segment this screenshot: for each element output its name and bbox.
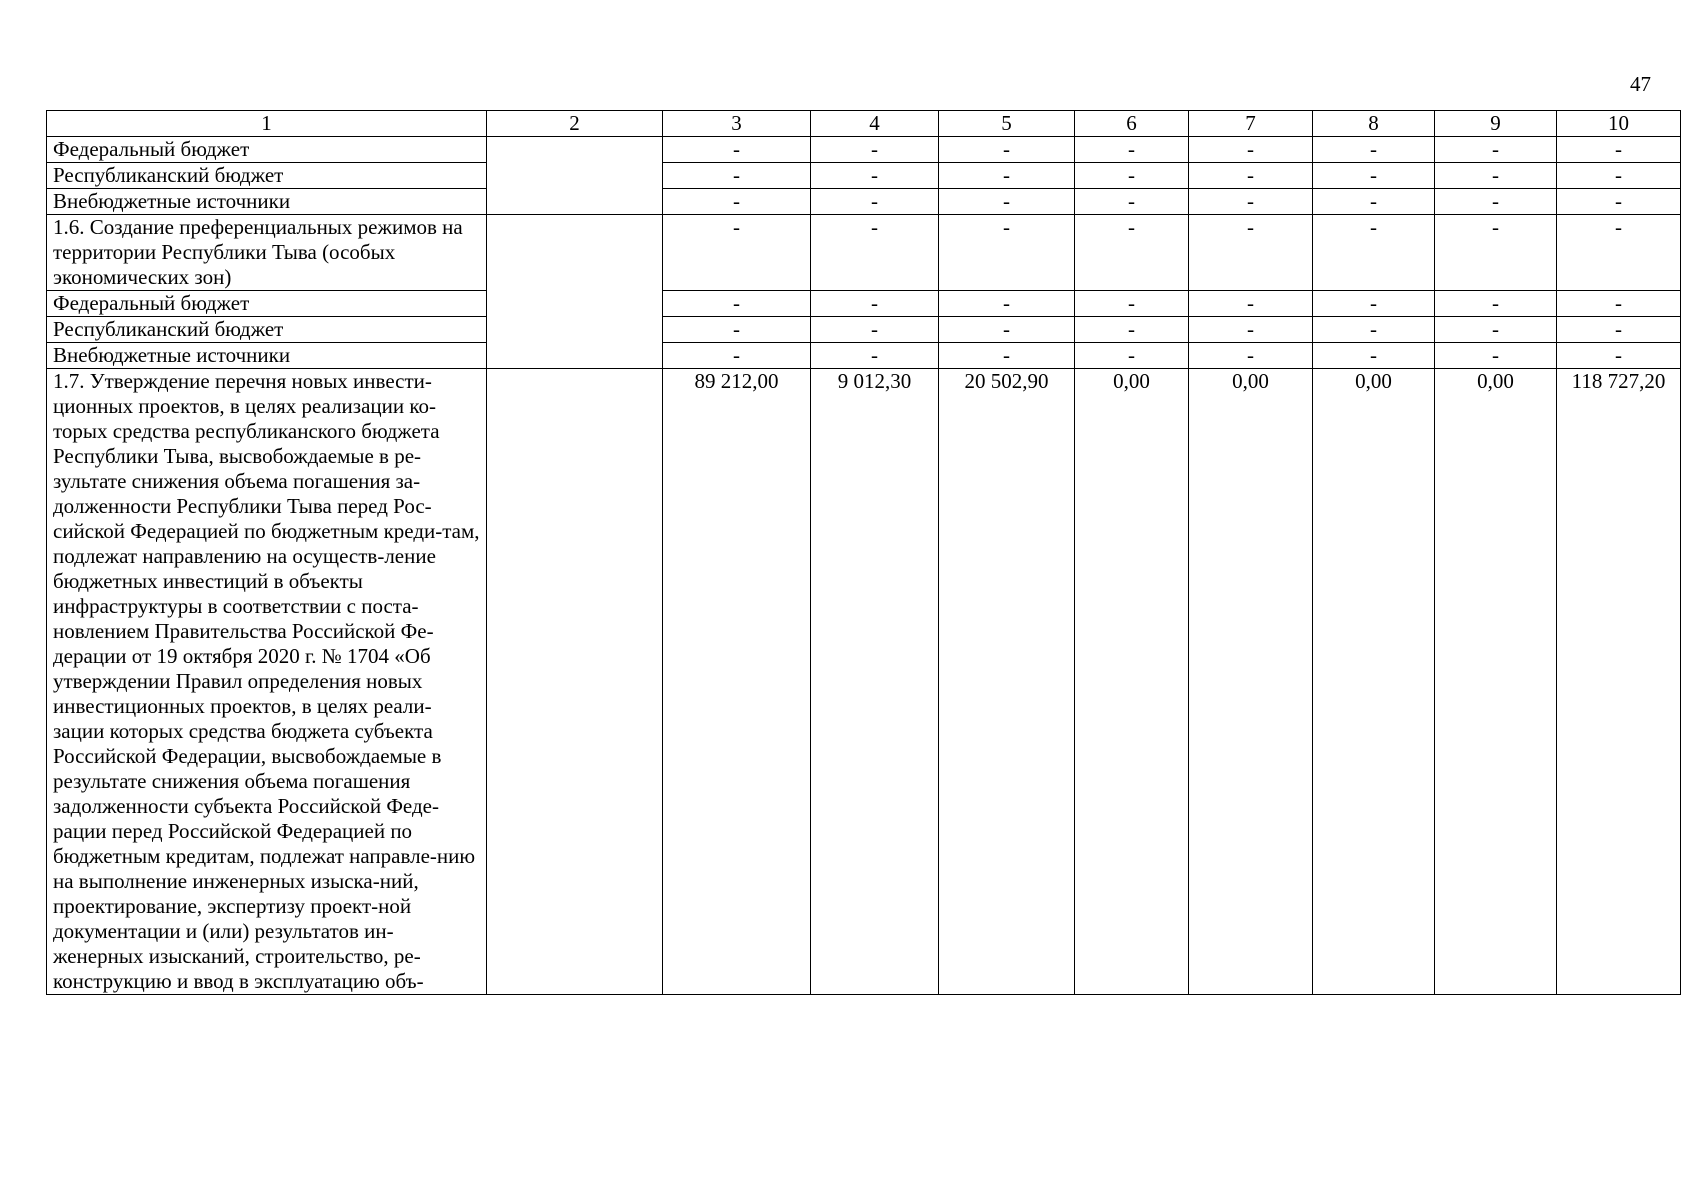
value-cell: - (663, 137, 811, 163)
value-cell: - (1557, 137, 1681, 163)
value-cell: 9 012,30 (811, 369, 939, 995)
value-cell: - (1075, 137, 1189, 163)
value-cell: - (1557, 291, 1681, 317)
row-label: 1.6. Создание преференциальных режимов на территории Республики Тыва (особых экономических зон) (47, 215, 487, 291)
table-row (47, 291, 1681, 317)
row-label: 1.7. Утверждение перечня новых инвести-ционных проектов, в целях реализации ко-торых средства республиканского бюджета Республики Тыва, высвобождаемые в ре-зультате снижения объема погашения за-долженности Республики Тыва перед Рос-сийской Федерацией по бюджетным креди-там, подлежат направлению на осуществ-ление бюджетных инвестиций в объекты инфраструктуры в соответствии с поста-новлением Правительства Российской Фе-дерации от 19 октября 2020 г. № 1704 «Об утверждении Правил определения новых инвестиционных проектов, в целях реали-зации которых средства бюджета субъекта Российской Федерации, высвобождаемые в результате снижения объема погашения задолженности субъекта Российской Феде-рации перед Российской Федерацией по бюджетным кредитам, подлежат направле-нию на выполнение инженерных изыска-ний, проектирование, экспертизу проект-ной документации и (или) результатов ин-женерных изысканий, строительство, ре-конструкцию и ввод в эксплуатацию объ- (47, 369, 487, 995)
header-cell: 1 (47, 111, 487, 137)
value-cell: 0,00 (1189, 369, 1313, 995)
table-row (47, 137, 1681, 163)
value-cell: - (663, 291, 811, 317)
value-cell: - (1557, 317, 1681, 343)
value-cell: - (1435, 189, 1557, 215)
value-cell: - (1313, 189, 1435, 215)
value-cell: - (1313, 291, 1435, 317)
value-cell: - (811, 163, 939, 189)
header-cell: 2 (487, 111, 663, 137)
value-cell: - (1075, 163, 1189, 189)
value-cell: - (1435, 137, 1557, 163)
value-cell: - (1189, 215, 1313, 291)
value-cell: - (1189, 189, 1313, 215)
value-cell: - (811, 343, 939, 369)
value-cell: - (1075, 215, 1189, 291)
table-row (47, 163, 1681, 189)
value-cell: - (663, 215, 811, 291)
value-cell: 20 502,90 (939, 369, 1075, 995)
row-label: Внебюджетные источники (47, 343, 487, 369)
value-cell: - (1313, 343, 1435, 369)
value-cell: - (939, 189, 1075, 215)
value-cell: - (811, 137, 939, 163)
value-cell: - (1075, 189, 1189, 215)
value-cell: - (1189, 343, 1313, 369)
table-row (47, 369, 1681, 995)
value-cell: 89 212,00 (663, 369, 811, 995)
header-cell: 5 (939, 111, 1075, 137)
value-cell: - (1435, 291, 1557, 317)
table-row (47, 215, 1681, 291)
page-number: 47 (1630, 72, 1651, 96)
row-label: Федеральный бюджет (47, 137, 487, 163)
value-cell: - (811, 291, 939, 317)
value-cell: - (1189, 317, 1313, 343)
row-label: Республиканский бюджет (47, 317, 487, 343)
header-cell: 7 (1189, 111, 1313, 137)
table-row (47, 189, 1681, 215)
header-cell: 9 (1435, 111, 1557, 137)
value-cell: - (1075, 291, 1189, 317)
value-cell: - (1435, 163, 1557, 189)
value-cell: - (1313, 317, 1435, 343)
value-cell: 0,00 (1313, 369, 1435, 995)
value-cell: - (1557, 215, 1681, 291)
budget-table (46, 110, 1681, 995)
value-cell: - (1557, 343, 1681, 369)
table-header-row (47, 111, 1681, 137)
value-cell: 0,00 (1435, 369, 1557, 995)
value-cell: - (1075, 343, 1189, 369)
value-cell: - (939, 215, 1075, 291)
value-cell: 118 727,20 (1557, 369, 1681, 995)
header-cell: 10 (1557, 111, 1681, 137)
value-cell: - (811, 215, 939, 291)
value-cell: - (1313, 215, 1435, 291)
value-cell: - (939, 343, 1075, 369)
value-cell: - (663, 163, 811, 189)
value-cell: - (1435, 317, 1557, 343)
value-cell: - (1189, 291, 1313, 317)
value-cell: - (1189, 163, 1313, 189)
value-cell: - (811, 189, 939, 215)
row-label: Внебюджетные источники (47, 189, 487, 215)
header-cell: 3 (663, 111, 811, 137)
header-cell: 4 (811, 111, 939, 137)
column-2-cell (487, 369, 663, 995)
value-cell: - (1313, 163, 1435, 189)
table-row (47, 317, 1681, 343)
column-2-cell (487, 137, 663, 215)
row-label: Республиканский бюджет (47, 163, 487, 189)
value-cell: - (939, 291, 1075, 317)
value-cell: - (939, 163, 1075, 189)
value-cell: - (939, 137, 1075, 163)
value-cell: - (663, 343, 811, 369)
table-row (47, 343, 1681, 369)
header-cell: 8 (1313, 111, 1435, 137)
value-cell: - (663, 317, 811, 343)
value-cell: - (811, 317, 939, 343)
value-cell: - (1313, 137, 1435, 163)
value-cell: - (1557, 189, 1681, 215)
value-cell: - (1189, 137, 1313, 163)
column-2-cell (487, 215, 663, 369)
value-cell: - (663, 189, 811, 215)
value-cell: - (1435, 343, 1557, 369)
value-cell: 0,00 (1075, 369, 1189, 995)
value-cell: - (1435, 215, 1557, 291)
value-cell: - (939, 317, 1075, 343)
header-cell: 6 (1075, 111, 1189, 137)
value-cell: - (1075, 317, 1189, 343)
row-label: Федеральный бюджет (47, 291, 487, 317)
value-cell: - (1557, 163, 1681, 189)
